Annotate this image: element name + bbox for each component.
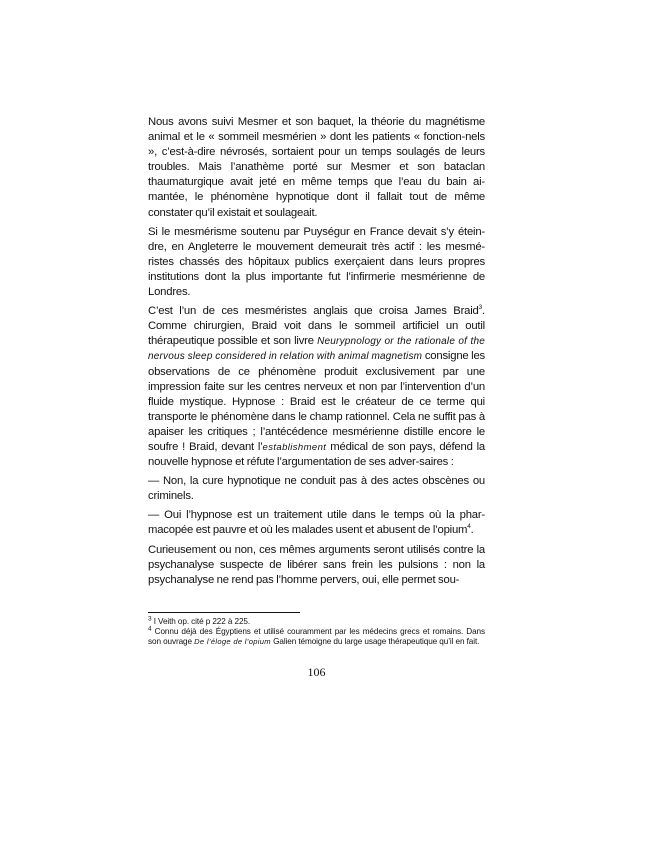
paragraph-3-text-c: consigne les observations de ce phénomène produit exclusivement par une impression faite sur les centres nerveux et non par l’intervention d’un fluide mystique. Hypnose : Braid est le créateur de ce terme qui transporte le phénomène dans le champ rationnel. Cela ne suffit pas à apaiser les critiques ; l’antécédence mesmérienne distille encore le soufre ! Braid, devant l’ — [148, 350, 485, 453]
book-title-neurypnology: Neurypnology or the rationale of the nervous sleep considered in relation with animal magnetism — [148, 336, 485, 363]
paragraph-3-text-d: médical de son pays, défend la nouvelle hypnose et réfute l’argumentation de ses adver-saires : — [148, 440, 485, 469]
paragraph-5 — [148, 508, 485, 538]
paragraph-5-text-b: . — [470, 524, 474, 537]
paragraph-6: Curieusement ou non, ces mêmes arguments seront utilisés contre la psychanalyse suspecte de libérer sans frein les pulsions : non la psychanalyse ne rend pas l’homme pervers, oui, elle permet sou- — [148, 543, 485, 586]
book-title-opium: De l’éloge de l’opium — [194, 637, 271, 647]
body-text — [148, 115, 485, 592]
footnote-3 — [148, 617, 485, 627]
footnote-4-text-a: Connu déjà des Égyptiens et utilisé couramment par les médecins grecs et romains. Dans son ouvrage — [148, 627, 485, 647]
book-page — [148, 0, 485, 842]
footnote-4-number: 4 — [148, 625, 152, 633]
paragraph-4: — Non, la cure hypnotique ne conduit pas à des actes obscènes ou criminels. — [148, 475, 485, 503]
paragraph-3-text-b: . Comme chirurgien, Braid voit dans le sommeil artificiel un outil thérapeutique possible et son livre — [148, 305, 485, 348]
paragraph-3-text-a: C’est l’un de ces mesméristes anglais que croisa James Braid — [148, 305, 479, 318]
footnote-ref-4[interactable]: 4 — [467, 523, 471, 531]
paragraph-3 — [148, 304, 485, 470]
footnote-3-text: I Veith op. cité p 222 à 225. — [151, 617, 251, 626]
paragraph-1: Nous avons suivi Mesmer et son baquet, la théorie du magnétisme animal et le « sommeil mesmérien » dont les patients « fonction-nels », c’est-à-dire névrosés, sortaient pour un temps soulagés de leurs troubles. Mais l’anathème porté sur Mesmer et son bataclan thaumaturgique avait jeté en même temps que l’eau du bain ai-mantée, le phénomène hypnotique dont il fallait tout de même constater qu’il existait et soulageait. — [148, 116, 485, 219]
page-number: 106 — [307, 665, 326, 679]
footnote-divider — [148, 612, 300, 613]
footnotes — [148, 617, 485, 648]
footnote-ref-3[interactable]: 3 — [478, 304, 483, 312]
term-establishment: establishment — [262, 441, 327, 453]
paragraph-2: Si le mesmérisme soutenu par Puységur en France devait s’y étein-dre, en Angleterre le mouvement demeurait très actif : les mesmé-ristes chassés des hôpitaux publics exerçaient dans leurs propres institutions dont la plus importante fut l’infirmerie mesmérienne de Londres. — [148, 225, 485, 299]
footnote-4 — [148, 627, 485, 647]
footnote-3-number: 3 — [148, 615, 152, 623]
footnote-4-text-b: Galien témoigne du large usage thérapeutique qu’il en fait. — [270, 637, 480, 647]
paragraph-5-text-a: — Oui l’hypnose est un traitement utile dans le temps où la phar-macopée est pauvre et où les malades usent et abusent de l’opium — [148, 509, 485, 537]
